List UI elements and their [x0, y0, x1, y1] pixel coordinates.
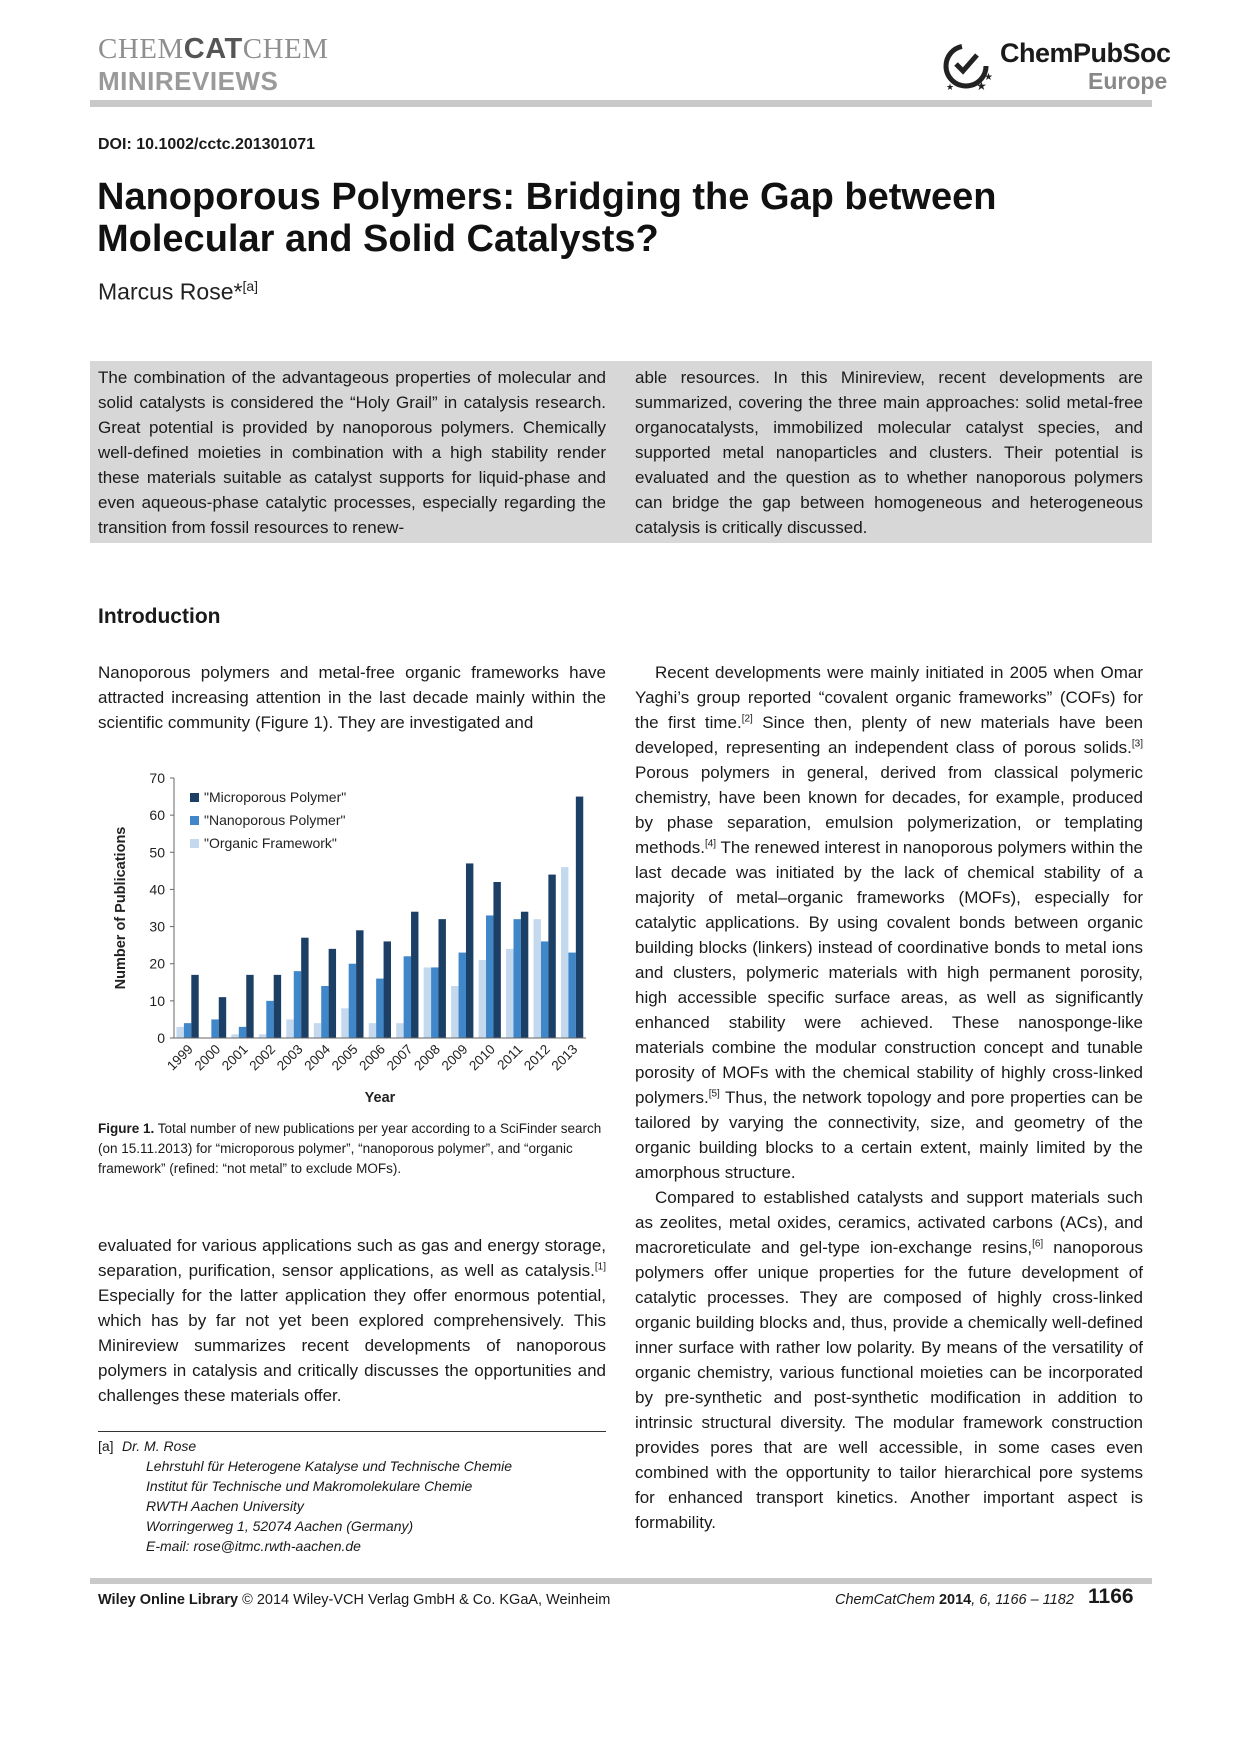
y-tick-label: 70 [149, 770, 165, 786]
header-rule [90, 100, 1152, 107]
bar [286, 1019, 293, 1038]
figure-1-chart [108, 760, 608, 1110]
logo-subtitle: Europe [1088, 68, 1168, 94]
bar [513, 919, 520, 1038]
bar [184, 1023, 191, 1038]
x-tick-label: 2012 [521, 1041, 553, 1074]
bar [534, 919, 541, 1038]
x-tick-label: 2000 [191, 1041, 224, 1074]
bar [541, 941, 548, 1038]
body-paragraph-4: Compared to established catalysts and support materials such as zeolites, metal oxides, ceramics, activated carbons (ACs), and macroreticulate and gel-type ion-exchange resins,[6] nanoporous polymers offer unique properties for the future development of catalytic processes. They are composed of highly cross-linked organic building blocks and, thus, provide a chemically well-defined inner surface with rather low polarity. By means of the versatility of organic chemistry, various functional moieties can be incorporated by pre-synthetic and post-synthetic modification in addition to intrinsic structural diversity. The modular framework construction provides pores that are well accessible, in some cases even combined with the opportunity to tailor hierarchical pore systems for enhanced transport kinetics. Another important aspect is formability. [635, 1188, 1143, 1532]
x-tick-label: 2009 [438, 1041, 471, 1074]
x-tick-label: 2010 [466, 1041, 498, 1074]
star-wreath-icon [940, 38, 996, 94]
bar [486, 915, 493, 1038]
x-tick-label: 2006 [356, 1041, 389, 1074]
bar [493, 882, 500, 1038]
x-tick-label: 2011 [494, 1041, 526, 1073]
legend-label: "Organic Framework" [204, 835, 337, 851]
y-tick-label: 40 [149, 881, 165, 898]
bar [341, 1008, 348, 1038]
bar [246, 975, 253, 1038]
x-tick-label: 1999 [164, 1041, 196, 1074]
bar [459, 953, 466, 1038]
citation-ref[interactable]: [4] [704, 838, 717, 850]
x-tick-label: 2007 [383, 1041, 416, 1074]
bar [301, 938, 308, 1038]
citation-ref[interactable]: [5] [708, 1088, 720, 1100]
affiliation-footnote [98, 1436, 606, 1556]
y-tick-label: 10 [149, 992, 165, 1009]
affiliation-email[interactable]: E-mail: rose@itmc.rwth-aachen.de [146, 1538, 361, 1554]
y-tick-label: 20 [149, 955, 165, 972]
affiliation-line: Lehrstuhl für Heterogene Katalyse und Technische Chemie [146, 1458, 513, 1474]
svg-text:★: ★ [984, 72, 993, 83]
legend-swatch [190, 839, 199, 848]
affiliation-line: RWTH Aachen University [146, 1498, 304, 1514]
bar [431, 967, 438, 1038]
bar [219, 997, 226, 1038]
bar [369, 1023, 376, 1038]
bar [576, 797, 583, 1038]
bar [384, 941, 391, 1038]
bar [211, 1019, 218, 1038]
abstract-right-column: able resources. In this Minireview, recent developments are summarized, covering the three main approaches: solid metal-free organocatalysts, immobilized molecular catalyst species, and supported metal nanoparticles and clusters. Their potential is evaluated and the question as to whether nanoporous polymers can bridge the gap between homogeneous and heterogeneous catalysis is critically discussed. [635, 368, 1143, 537]
affiliation-name: Dr. M. Rose [122, 1438, 197, 1454]
footnote-rule [98, 1431, 606, 1432]
bar [321, 986, 328, 1038]
abstract-left-column: The combination of the advantageous properties of molecular and solid catalysts is considered the “Holy Grail” in catalysis research. Great potential is provided by nanoporous polymers. Chemically well-defined moieties in combination with a high stability render these materials suitable as catalyst supports for liquid-phase and even aqueous-phase catalytic processes, especially regarding the transition from fossil resources to renew- [98, 368, 606, 537]
y-tick-label: 60 [149, 807, 165, 824]
bar [266, 1001, 273, 1038]
bar [506, 949, 513, 1038]
citation-ref[interactable]: [6] [1032, 1238, 1044, 1250]
y-axis-label: Number of Publications [113, 826, 129, 990]
x-tick-label: 2002 [246, 1041, 279, 1074]
figure-caption: Figure 1. Total number of new publications per year according to a SciFinder search (on 15.11.2013) for “microporous polymer”, “nanoporous polymer”, and “organic framework” (refined: “not metal” to exclude MOFs). [98, 1121, 602, 1176]
bar [239, 1027, 246, 1038]
bar [176, 1027, 183, 1038]
bar [349, 964, 356, 1038]
x-tick-label: 2001 [218, 1041, 251, 1074]
footer-citation: ChemCatChem 2014, 6, 1166 – 1182 [835, 1592, 1074, 1608]
y-tick-label: 50 [149, 844, 165, 861]
y-tick-label: 30 [149, 918, 165, 935]
body-paragraph-1: Nanoporous polymers and metal-free organic frameworks have attracted increasing attention in the last decade mainly within the scientific community (Figure 1). They are investigated and [98, 663, 606, 732]
bar [329, 949, 336, 1038]
footnote-label: [a] [98, 1438, 114, 1454]
svg-text:★: ★ [946, 82, 955, 92]
footer-publisher: Wiley Online Library © 2014 Wiley-VCH Verlag GmbH & Co. KGaA, Weinheim [98, 1592, 611, 1608]
x-axis-label: Year [364, 1090, 396, 1106]
bar [439, 919, 446, 1038]
bar [424, 967, 431, 1038]
legend-swatch [190, 793, 199, 802]
bar [314, 1023, 321, 1038]
bar [411, 912, 418, 1038]
citation-ref[interactable]: [3] [1131, 738, 1143, 750]
footer-rule [90, 1578, 1152, 1584]
bar [294, 971, 301, 1038]
bar [451, 986, 458, 1038]
page-number: 1166 [1088, 1585, 1134, 1608]
affiliation-line: Worringerweg 1, 52074 Aachen (Germany) [146, 1518, 414, 1534]
bar [466, 863, 473, 1038]
article-title: Nanoporous Polymers: Bridging the Gap between Molecular and Solid Catalysts? [97, 176, 997, 260]
x-tick-label: 2013 [548, 1041, 581, 1074]
bar [561, 867, 568, 1038]
citation-ref[interactable]: [2] [741, 713, 753, 725]
logo-name: ChemPubSoc [1000, 38, 1171, 68]
section-heading-introduction: Introduction [98, 605, 221, 628]
bar [356, 930, 363, 1038]
wiley-online-library-link[interactable]: Wiley Online Library [98, 1592, 239, 1608]
bar [396, 1023, 403, 1038]
bar [479, 960, 486, 1038]
bar [376, 979, 383, 1038]
legend-swatch [190, 816, 199, 825]
doi[interactable]: DOI: 10.1002/cctc.201301071 [98, 136, 316, 153]
citation-ref[interactable]: [1] [594, 1261, 606, 1273]
bar [568, 953, 575, 1038]
bar [191, 975, 198, 1038]
body-paragraph-2: evaluated for various applications such as gas and energy storage, separation, purification, sensor applications, as well as catalysis.[1] Especially for the latter application they offer enormous potential, which has by far not yet been explored comprehensively. This Minireview summarizes recent developments of nanoporous polymers in catalysis and critically discusses the opportunities and challenges these materials offer. [98, 1236, 606, 1405]
legend-label: "Microporous Polymer" [204, 789, 347, 805]
article-type: MINIREVIEWS [98, 66, 279, 96]
bar [259, 1034, 266, 1038]
legend-label: "Nanoporous Polymer" [204, 812, 346, 828]
svg-text:★: ★ [976, 79, 987, 93]
affiliation-line: Institut für Technische und Makromolekulare Chemie [146, 1478, 473, 1494]
y-tick-label: 0 [157, 1030, 165, 1046]
x-tick-label: 2005 [328, 1041, 361, 1074]
publisher-logo [940, 38, 1171, 96]
body-paragraph-3: Recent developments were mainly initiated in 2005 when Omar Yaghi’s group reported “covalent organic frameworks” (COFs) for the first time.[2] Since then, plenty of new materials have been developed, representing an independent class of porous solids.[3] Porous polymers in general, derived from classical polymeric chemistry, have been known for decades, for example, produced by phase separation, emulsion polymerization, or templating methods.[4] The renewed interest in nanoporous polymers within the last decade was initiated by the lack of chemical stability of a majority of metal–organic frameworks (MOFs), especially for catalytic applications. By using covalent bonds between organic building blocks (linkers) instead of coordinative bonds to metal ions and clusters, polymeric materials with high permanent porosity, high accessible specific surface areas, as well as significantly enhanced stability were achieved. These nanosponge-like materials combine the modular construction concept and tunable porosity of MOFs with the chemical stability of highly cross-linked polymers.[5] Thus, the network topology and pore properties can be tailored by varying the connectivity, size, and geometry of the organic building blocks to a certain extent, mainly limited by the amorphous structure. [635, 663, 1143, 1182]
author-line: Marcus Rose*[a] [98, 278, 259, 305]
bar [548, 875, 555, 1038]
right-column [635, 660, 1143, 1535]
x-tick-label: 2008 [411, 1041, 444, 1074]
bar [521, 912, 528, 1038]
x-tick-label: 2003 [273, 1041, 306, 1074]
bar [404, 956, 411, 1038]
bar [231, 1034, 238, 1038]
x-tick-label: 2004 [301, 1041, 334, 1074]
journal-name: CHEMCATCHEM [98, 33, 329, 65]
bar [274, 975, 281, 1038]
